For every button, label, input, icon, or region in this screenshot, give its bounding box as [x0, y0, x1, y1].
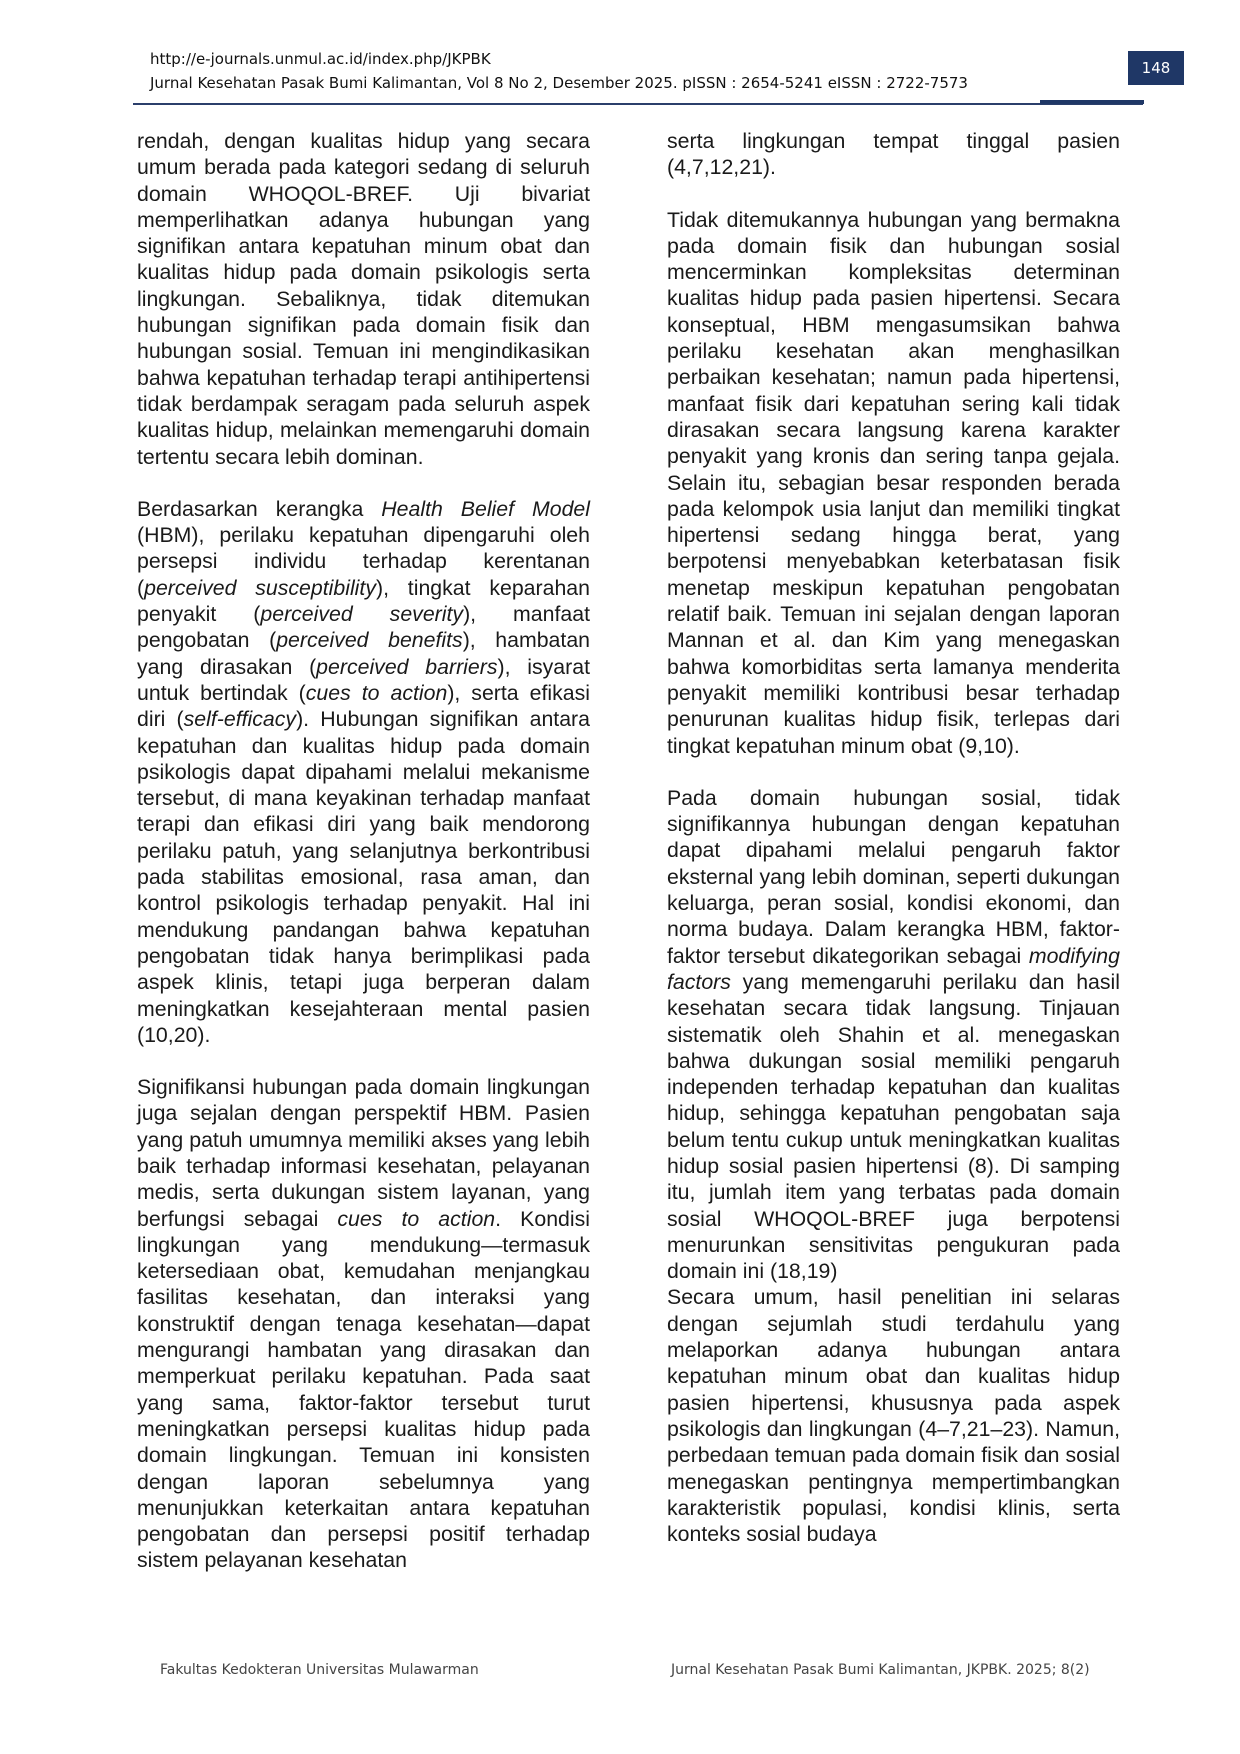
page-number-badge: 148: [1128, 51, 1184, 85]
text-run: ), serta efikasi diri (: [137, 680, 590, 732]
italic-term: cues to action: [305, 680, 448, 705]
italic-term: perceived susceptibility: [144, 575, 376, 600]
italic-term: perceived barriers: [316, 654, 498, 679]
text-run: ), isyarat untuk bertindak (: [137, 654, 590, 705]
italic-term: modifying factors: [667, 943, 1120, 994]
paragraph: serta lingkungan tempat tinggal pasien (4,7,12,21).: [667, 129, 1120, 180]
paragraph: [137, 1074, 590, 1574]
italic-term: perceived benefits: [276, 628, 463, 653]
text-run: . Kondisi lingkungan yang mendukung—termasuk ketersediaan obat, kemudahan menjangkau fasilitas kesehatan, dan interaksi yang konstruktif dengan tenaga kesehatan—dapat mengurangi hambatan yang dirasakan dan memperkuat perilaku kepatuhan. Pada saat yang sama, faktor-faktor tersebut turut meningkatkan persepsi kualitas hidup pada domain lingkungan. Temuan ini konsisten dengan laporan sebelumnya yang menunjukkan keterkaitan antara kepatuhan pengobatan dan persepsi positif terhadap sistem pelayanan kesehatan: [137, 1206, 590, 1573]
text-run: Pada domain hubungan sosial, tidak signifikannya hubungan dengan kepatuhan dapat dipahami melalui pengaruh faktor eksternal yang lebih dominan, seperti dukungan keluarga, peran sosial, kondisi ekonomi, dan norma budaya. Dalam kerangka HBM, faktor-faktor tersebut dikategorikan sebagai: [667, 785, 1120, 968]
paragraph: [137, 496, 590, 1048]
italic-term: perceived severity: [260, 602, 464, 627]
text-run: ), hambatan yang dirasakan (: [137, 628, 591, 679]
footer-institution: Fakultas Kedokteran Universitas Mulawarman: [160, 1662, 479, 1678]
header-divider-accent: [1040, 100, 1144, 104]
italic-term: Health Belief Model: [381, 496, 590, 521]
header-divider: [133, 103, 1143, 105]
text-run: (HBM), perilaku kepatuhan dipengaruhi oleh persepsi individu terhadap kerentanan (: [137, 523, 590, 600]
header-url[interactable]: http://e-journals.unmul.ac.id/index.php/JKPBK: [150, 50, 491, 68]
text-run: yang memengaruhi perilaku dan hasil kesehatan secara tidak langsung. Tinjauan sistematik oleh Shahin et al. menegaskan bahwa dukungan sosial memiliki pengaruh independen terhadap kepatuhan dan kualitas hidup, sehingga kepatuhan pengobatan saja belum tentu cukup untuk meningkatkan kualitas hidup sosial pasien hipertensi (8). Di samping itu, jumlah item yang terbatas pada domain sosial WHOQOL-BREF juga berpotensi menurunkan sensitivitas pengukuran pada domain ini (18,19): [667, 969, 1120, 1284]
paragraph: rendah, dengan kualitas hidup yang secara umum berada pada kategori sedang di seluruh domain WHOQOL-BREF. Uji bivariat memperlihatkan adanya hubungan yang signifikan antara kepatuhan minum obat dan kualitas hidup pada domain psikologis serta lingkungan. Sebaliknya, tidak ditemukan hubungan signifikan pada domain fisik dan hubungan sosial. Temuan ini mengindikasikan bahwa kepatuhan terhadap terapi antihipertensi tidak berdampak seragam pada seluruh aspek kualitas hidup, melainkan memengaruhi domain tertentu secara lebih dominan.: [137, 129, 590, 469]
header-journal-info: Jurnal Kesehatan Pasak Bumi Kalimantan, Vol 8 No 2, Desember 2025. pISSN : 2654-5241 eISSN : 2722-7573: [150, 74, 968, 92]
right-column: [667, 128, 1120, 1547]
italic-term: cues to action: [337, 1206, 496, 1231]
italic-term: self-efficacy: [183, 707, 297, 732]
footer-citation: Jurnal Kesehatan Pasak Bumi Kalimantan, JKPBK. 2025; 8(2): [671, 1662, 1090, 1678]
text-run: ). Hubungan signifikan antara kepatuhan dan kualitas hidup pada domain psikologis dapat dipahami melalui mekanisme tersebut, di mana keyakinan terhadap manfaat terapi dan efikasi diri yang baik mendorong perilaku patuh, yang selanjutnya berkontribusi pada stabilitas emosional, rasa aman, dan kontrol psikologis terhadap penyakit. Hal ini mendukung pandangan bahwa kepatuhan pengobatan tidak hanya berimplikasi pada aspek klinis, tetapi juga berperan dalam meningkatkan kesejahteraan mental pasien (10,20).: [137, 707, 590, 1047]
paragraph: Tidak ditemukannya hubungan yang bermakna pada domain fisik dan hubungan sosial mencerminkan kompleksitas determinan kualitas hidup pada pasien hipertensi. Secara konseptual, HBM mengasumsikan bahwa perilaku kesehatan akan menghasilkan perbaikan kesehatan; namun pada hipertensi, manfaat fisik dari kepatuhan sering kali tidak dirasakan secara langsung karena karakter penyakit yang kronis dan sering tanpa gejala. Selain itu, sebagian besar responden berada pada kelompok usia lanjut dan memiliki tingkat hipertensi sedang hingga berat, yang berpotensi menyebabkan keterbatasan fisik menetap meskipun kepatuhan pengobatan relatif baik. Temuan ini sejalan dengan laporan Mannan et al. dan Kim yang menegaskan bahwa komorbiditas serta lamanya menderita penyakit memiliki kontribusi besar terhadap penurunan kualitas hidup fisik, terlepas dari tingkat kepatuhan minum obat (9,10).: [667, 207, 1120, 758]
left-column: [137, 128, 590, 1574]
text-run: Berdasarkan kerangka: [137, 496, 382, 521]
paragraph: [667, 785, 1120, 1285]
text-run: Signifikansi hubungan pada domain lingkungan juga sejalan dengan perspektif HBM. Pasien yang patuh umumnya memiliki akses yang lebih baik terhadap informasi kesehatan, pelayanan medis, serta dukungan sistem layanan, yang berfungsi sebagai: [137, 1075, 590, 1231]
text-run: ), manfaat pengobatan (: [137, 602, 590, 653]
text-run: ), tingkat keparahan penyakit (: [137, 575, 590, 627]
paragraph: Secara umum, hasil penelitian ini selaras dengan sejumlah studi terdahulu yang melaporkan adanya hubungan antara kepatuhan minum obat dan kualitas hidup pasien hipertensi, khususnya pada aspek psikologis dan lingkungan (4–7,21–23). Namun, perbedaan temuan pada domain fisik dan sosial menegaskan pentingnya mempertimbangkan karakteristik populasi, kondisi klinis, serta konteks sosial budaya: [667, 1285, 1120, 1547]
